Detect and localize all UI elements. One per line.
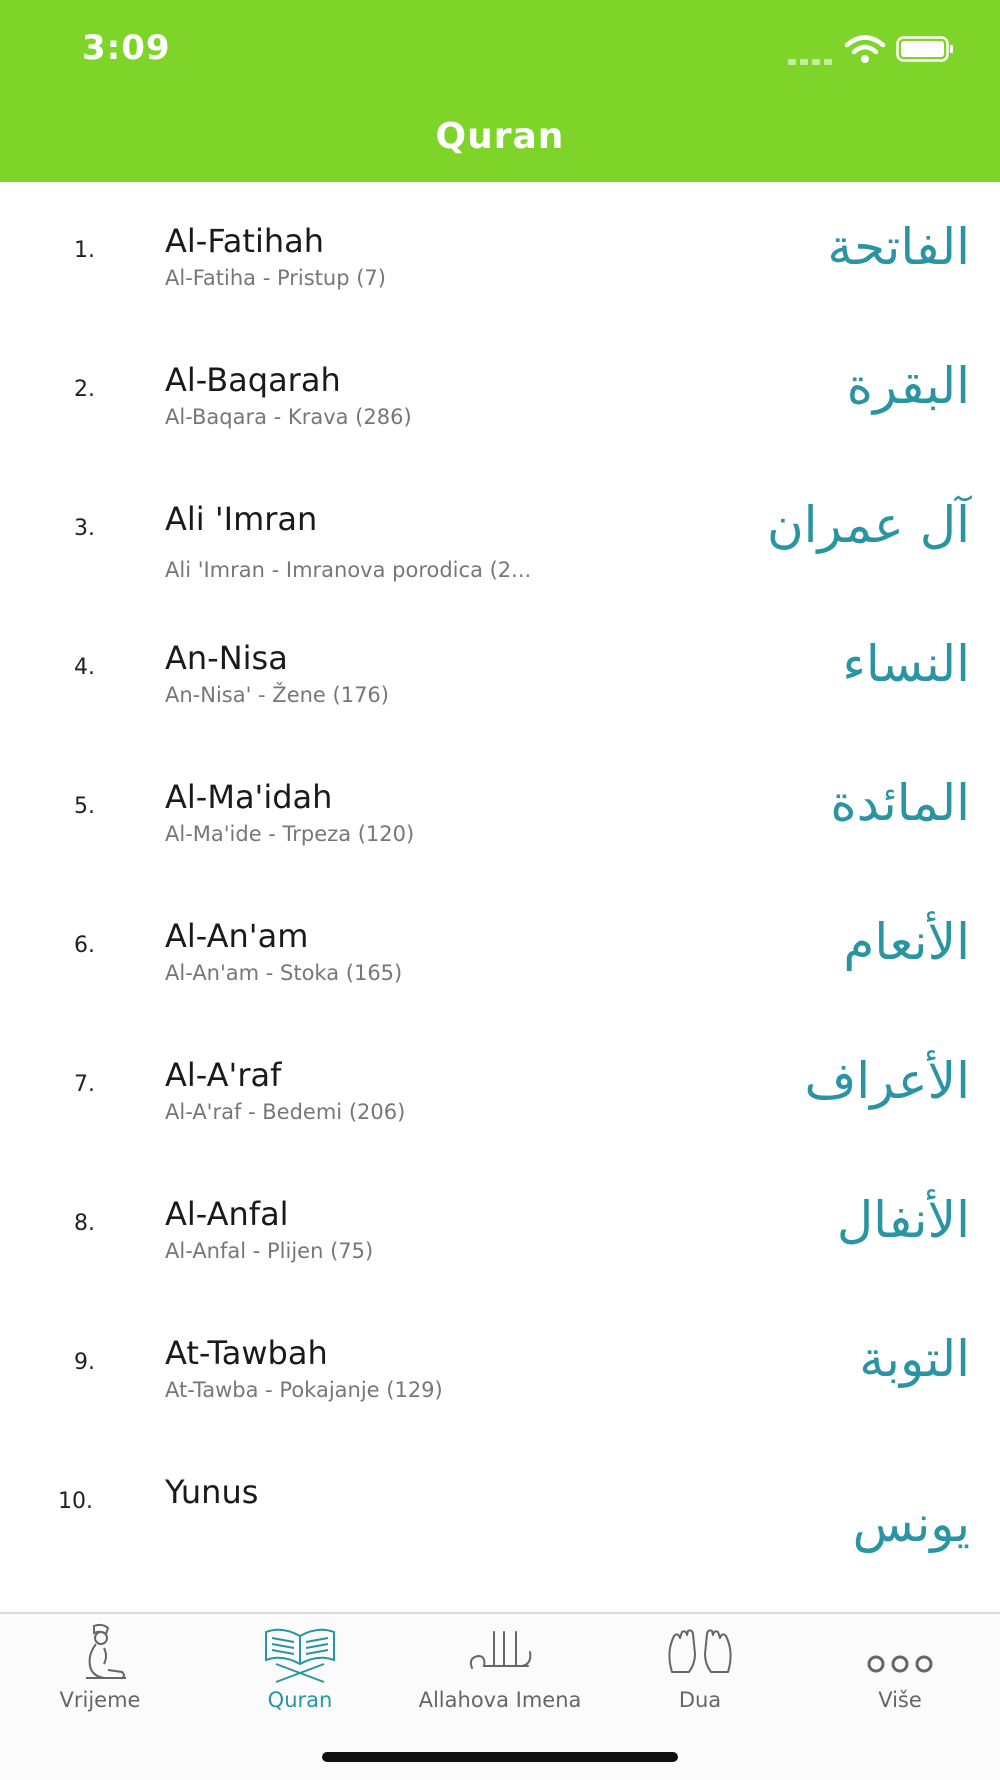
surah-title: Al-Fatihah xyxy=(165,222,325,260)
surah-number: 7. xyxy=(74,1072,95,1097)
surah-number: 4. xyxy=(74,655,95,680)
surah-title: Al-Baqarah xyxy=(165,361,341,399)
surah-number: 1. xyxy=(74,238,95,263)
tab-dua[interactable] xyxy=(600,1614,800,1724)
surah-title: Al-An'am xyxy=(165,917,309,955)
surah-row-5[interactable] xyxy=(0,738,1000,877)
signal-icon xyxy=(788,52,836,60)
battery-icon xyxy=(896,36,954,62)
page-title: Quran xyxy=(435,116,565,157)
surah-number: 2. xyxy=(74,377,95,402)
home-indicator[interactable] xyxy=(322,1752,678,1762)
surah-row-4[interactable] xyxy=(0,599,1000,738)
praying-person-icon xyxy=(60,1622,140,1686)
status-time: 3:09 xyxy=(82,28,171,68)
surah-row-8[interactable] xyxy=(0,1155,1000,1294)
wifi-icon xyxy=(844,34,886,64)
surah-number: 5. xyxy=(74,794,95,819)
surah-arabic-name: الفاتحة xyxy=(827,218,970,276)
tab-label: Dua xyxy=(678,1688,722,1712)
tab-vise[interactable] xyxy=(800,1614,1000,1724)
surah-title: An-Nisa xyxy=(165,639,288,677)
more-dots-icon xyxy=(860,1622,940,1686)
surah-arabic-name: الأنفال xyxy=(836,1191,970,1249)
quran-book-icon xyxy=(260,1622,340,1686)
surah-title: Al-A'raf xyxy=(165,1056,282,1094)
header xyxy=(0,0,1000,182)
surah-number: 8. xyxy=(74,1211,95,1236)
surah-number: 9. xyxy=(74,1350,95,1375)
surah-subtitle: Al-Fatiha - Pristup (7) xyxy=(165,266,386,290)
surah-title: Ali 'Imran xyxy=(165,500,318,538)
tab-vrijeme[interactable] xyxy=(0,1614,200,1724)
tab-label: Više xyxy=(878,1688,922,1712)
surah-title: Al-Anfal xyxy=(165,1195,289,1233)
surah-title: Al-Ma'idah xyxy=(165,778,333,816)
surah-row-3[interactable] xyxy=(0,460,1000,599)
surah-number: 10. xyxy=(58,1489,93,1514)
surah-arabic-name: التوبة xyxy=(859,1330,970,1388)
tab-quran[interactable] xyxy=(200,1614,400,1724)
surah-subtitle: An-Nisa' - Žene (176) xyxy=(165,683,389,707)
surah-arabic-name: آل عمران xyxy=(766,496,970,554)
praying-hands-icon xyxy=(660,1622,740,1686)
tab-label: Quran xyxy=(267,1688,333,1712)
surah-arabic-name: الأعراف xyxy=(804,1052,970,1110)
surah-row-2[interactable] xyxy=(0,321,1000,460)
surah-subtitle: Al-Ma'ide - Trpeza (120) xyxy=(165,822,415,846)
surah-row-10[interactable] xyxy=(0,1433,1000,1572)
surah-subtitle: Ali 'Imran - Imranova porodica (2... xyxy=(165,558,532,582)
surah-arabic-name: الأنعام xyxy=(843,913,970,971)
surah-number: 3. xyxy=(74,516,95,541)
surah-arabic-name: يونس xyxy=(852,1495,970,1553)
allah-calligraphy-icon xyxy=(460,1622,540,1686)
surah-arabic-name: البقرة xyxy=(846,357,970,415)
surah-subtitle: Al-Anfal - Plijen (75) xyxy=(165,1239,374,1263)
surah-subtitle: At-Tawba - Pokajanje (129) xyxy=(165,1378,443,1402)
tab-allahova-imena[interactable] xyxy=(400,1614,600,1724)
surah-title: At-Tawbah xyxy=(165,1334,328,1372)
surah-subtitle: Al-A'raf - Bedemi (206) xyxy=(165,1100,406,1124)
surah-subtitle: Al-An'am - Stoka (165) xyxy=(165,961,403,985)
surah-arabic-name: المائدة xyxy=(830,774,970,832)
surah-row-7[interactable] xyxy=(0,1016,1000,1155)
surah-row-6[interactable] xyxy=(0,877,1000,1016)
tab-label: Allahova Imena xyxy=(418,1688,582,1712)
surah-row-9[interactable] xyxy=(0,1294,1000,1433)
surah-subtitle: Al-Baqara - Krava (286) xyxy=(165,405,412,429)
surah-number: 6. xyxy=(74,933,95,958)
surah-title: Yunus xyxy=(165,1473,259,1511)
surah-list[interactable] xyxy=(0,182,1000,1553)
surah-row-1[interactable] xyxy=(0,182,1000,321)
surah-arabic-name: النساء xyxy=(842,635,970,693)
tab-label: Vrijeme xyxy=(59,1688,141,1712)
